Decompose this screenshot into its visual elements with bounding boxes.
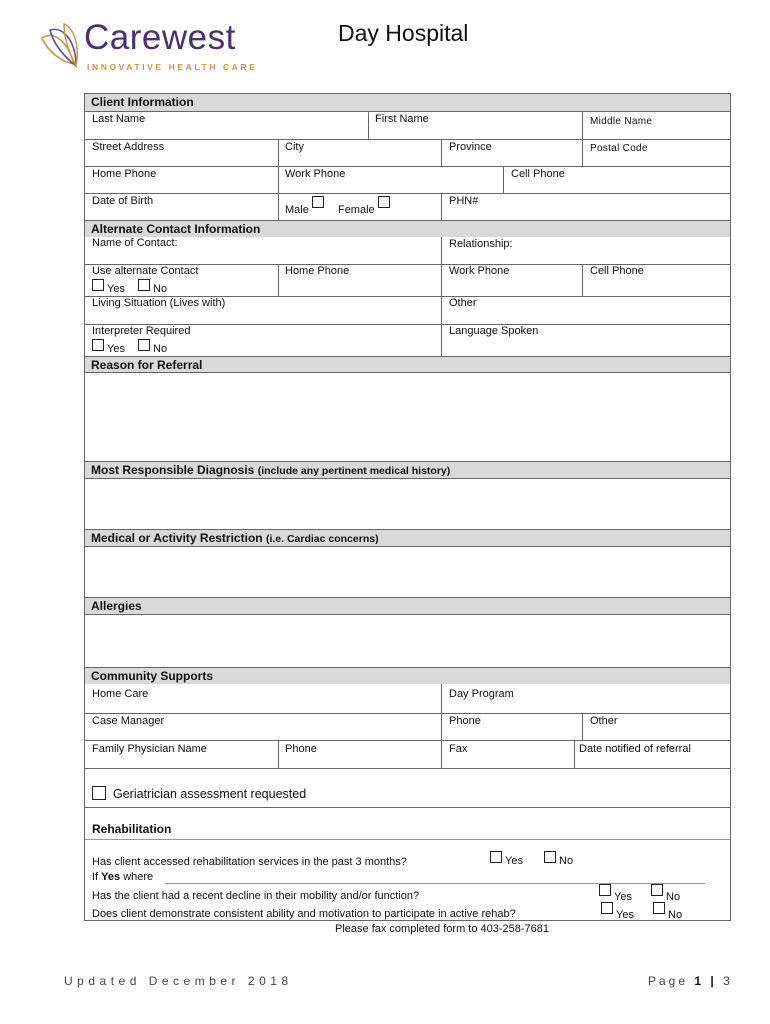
footer-page-number: Page 1 | 3 (648, 974, 733, 988)
interpreter-options: Yes No (92, 339, 167, 355)
living-other-field[interactable]: Other (449, 297, 477, 309)
alt-home-phone-field[interactable]: Home Phone (285, 265, 350, 277)
case-manager-phone-field[interactable]: Phone (449, 715, 481, 727)
section-header-allergies: Allergies (85, 598, 730, 615)
rehab-question-1: Has client accessed rehabilitation services in the past 3 months? (92, 856, 407, 868)
use-alternate-no-checkbox[interactable] (138, 279, 150, 291)
referral-form (84, 93, 731, 921)
city-field[interactable]: City (285, 141, 304, 153)
sex-options: Male Female (285, 196, 393, 216)
day-program-field[interactable]: Day Program (449, 688, 514, 700)
language-spoken-field[interactable]: Language Spoken (449, 325, 539, 337)
contact-name-field[interactable]: Name of Contact: (92, 237, 178, 249)
rehab-q3-yes-checkbox[interactable] (601, 902, 613, 914)
interpreter-no-checkbox[interactable] (138, 339, 150, 351)
physician-phone-field[interactable]: Phone (285, 743, 317, 755)
home-phone-field[interactable]: Home Phone (92, 168, 157, 180)
female-checkbox[interactable] (378, 196, 390, 208)
rehab-q1-no-checkbox[interactable] (544, 851, 556, 863)
first-name-field[interactable]: First Name (375, 113, 429, 125)
geriatrician-option (92, 786, 306, 801)
rehab-question-2: Has the client had a recent decline in their mobility and/or function? (92, 890, 420, 902)
logo-tagline: INNOVATIVE HEALTH CARE (87, 62, 258, 72)
last-name-field[interactable]: Last Name (92, 113, 146, 125)
relationship-field[interactable]: Relationship: (449, 238, 513, 250)
section-header-diagnosis: Most Responsible Diagnosis (include any pertinent medical history) (85, 462, 730, 479)
section-header-client-information: Client Information (85, 94, 730, 112)
use-alternate-yes-checkbox[interactable] (92, 279, 104, 291)
allergies-field[interactable] (85, 615, 730, 667)
case-manager-other-field[interactable]: Other (590, 715, 618, 727)
living-situation-field[interactable]: Living Situation (Lives with) (92, 297, 226, 309)
geriatrician-checkbox[interactable] (92, 786, 106, 800)
male-checkbox[interactable] (312, 196, 324, 208)
case-manager-field[interactable]: Case Manager (92, 715, 165, 727)
phn-field[interactable]: PHN# (449, 195, 479, 207)
street-address-field[interactable]: Street Address (92, 141, 165, 153)
alt-work-phone-field[interactable]: Work Phone (449, 265, 510, 277)
date-notified-field[interactable]: Date notified of referral (579, 743, 691, 755)
rehabilitation-heading: Rehabilitation (92, 822, 172, 836)
rehab-q3-options: Yes No (601, 902, 682, 921)
footer-updated-date: Updated December 2018 (64, 974, 293, 988)
rehab-q2-no-checkbox[interactable] (651, 884, 663, 896)
medical-restriction-field[interactable] (85, 547, 730, 597)
logo-wordmark: Carewest (84, 18, 236, 57)
section-header-reason-for-referral: Reason for Referral (85, 357, 730, 373)
interpreter-yes-checkbox[interactable] (92, 339, 104, 351)
section-header-alternate-contact: Alternate Contact Information (85, 221, 730, 237)
reason-for-referral-field[interactable] (85, 373, 730, 461)
rehab-question-3: Does client demonstrate consistent ability and motivation to participate in active rehab? (92, 908, 516, 920)
physician-fax-field[interactable]: Fax (449, 743, 468, 755)
alt-cell-phone-field[interactable]: Cell Phone (590, 265, 644, 277)
section-header-community-supports: Community Supports (85, 668, 730, 684)
province-field[interactable]: Province (449, 141, 492, 153)
rehab-q1-yes-checkbox[interactable] (490, 851, 502, 863)
postal-code-field[interactable]: Postal Code (590, 143, 648, 154)
home-care-field[interactable]: Home Care (92, 688, 149, 700)
use-alternate-options: Yes No (92, 279, 167, 295)
rehab-q3-no-checkbox[interactable] (653, 902, 665, 914)
use-alternate-contact-label: Use alternate Contact (92, 265, 199, 277)
middle-name-field[interactable]: Middle Name (590, 116, 653, 127)
diagnosis-field[interactable] (85, 479, 730, 529)
rehab-q1-options: Yes No (490, 851, 573, 867)
section-header-medical-restriction: Medical or Activity Restriction (i.e. Cardiac concerns) (85, 530, 730, 547)
page-title: Day Hospital (338, 20, 469, 46)
family-physician-field[interactable]: Family Physician Name (92, 743, 207, 755)
work-phone-field[interactable]: Work Phone (285, 168, 346, 180)
rehab-q2-options: Yes No (599, 884, 680, 903)
fax-instructions: Please fax completed form to 403-258-7681 (335, 923, 550, 935)
geriatrician-label: Geriatrician assessment requested (113, 787, 307, 801)
date-of-birth-field[interactable]: Date of Birth (92, 195, 154, 207)
rehab-q2-yes-checkbox[interactable] (599, 884, 611, 896)
interpreter-required-label: Interpreter Required (92, 325, 191, 337)
cell-phone-field[interactable]: Cell Phone (511, 168, 565, 180)
if-yes-where-label: If Yes where (92, 871, 154, 883)
